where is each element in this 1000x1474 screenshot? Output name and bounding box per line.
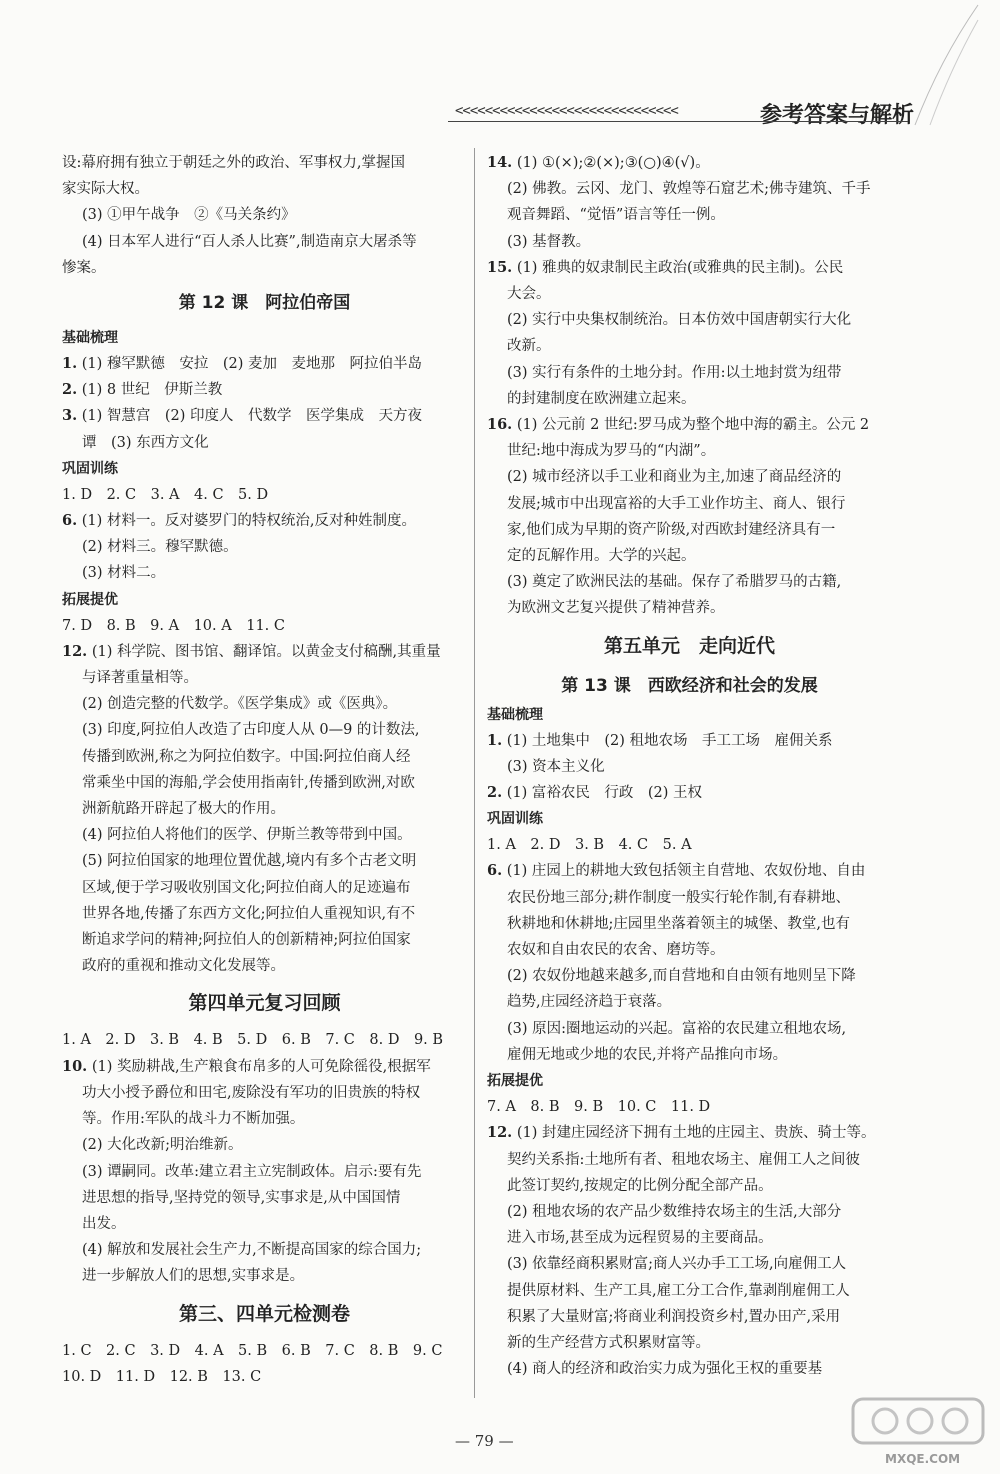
answer-line: 进入市场,甚至成为远程贸易的主要商品。 [507, 1230, 773, 1247]
question-number: 2. [62, 381, 78, 399]
answer-text: (1) 富裕农民 行政 (2) 王权 [506, 785, 703, 802]
answer-line [62, 403, 467, 429]
answer-line: 家,他们成为早期的资产阶级,对西欧封建经济具有一 [507, 521, 836, 538]
answer-line: 与译著重量相等。 [82, 670, 198, 687]
answer-line: 为欧洲文艺复兴提供了精神营养。 [507, 600, 725, 617]
page-number: — 79 — [455, 1432, 514, 1450]
answer-line: 大会。 [507, 286, 551, 303]
answer-text: (1) 庄园上的耕地大致包括领主自营地、农奴份地、自由 [506, 863, 866, 880]
answer-line: 趋势,庄园经济趋于衰落。 [507, 994, 672, 1011]
answer-line: 农奴和自由农民的农舍、磨坊等。 [507, 942, 725, 959]
answer-line: (3) 奠定了欧洲民法的基础。保存了希腊罗马的古籍, [507, 574, 842, 591]
question-number: 3. [62, 407, 78, 425]
text-line: 家实际大权。 [62, 181, 149, 198]
answer-line [62, 1054, 467, 1080]
watermark-logo [845, 1395, 995, 1470]
answer-text: (1) 公元前 2 世纪:罗马成为整个地中海的霸主。公元 2 [516, 417, 870, 434]
answer-line [487, 858, 892, 884]
answer-line: (3) 资本主义化 [507, 758, 605, 775]
section-basic: 基础梳理 [62, 330, 118, 347]
lesson-13-title: 第 13 课 西欧经济和社会的发展 [561, 675, 818, 696]
question-number: 16. [487, 416, 513, 434]
answer-line: 观音舞蹈、“觉悟”语言等任一例。 [507, 207, 725, 224]
section-consolidate: 巩固训练 [487, 811, 543, 828]
answer-line [487, 728, 892, 754]
answer-line: 发展;城市中出现富裕的大手工业作坊主、商人、银行 [507, 495, 846, 512]
answer-line: (2) 租地农场的农产品少数维持农场主的生活,大部分 [507, 1203, 842, 1220]
answer-line: 政府的重视和推动文化发展等。 [82, 958, 285, 975]
answer-line: 7. A 8. B 9. B 10. C 11. D [487, 1099, 711, 1116]
answer-line: 1. D 2. C 3. A 4. C 5. D [62, 486, 269, 503]
text-line: 惨案。 [62, 259, 106, 276]
answer-line: 功大小授予爵位和田宅,废除没有军功的旧贵族的特权 [82, 1084, 421, 1101]
answer-line: (3) 印度,阿拉伯人改造了古印度人从 0—9 的计数法, [82, 722, 420, 739]
question-number: 12. [62, 642, 88, 660]
header-rule [448, 121, 908, 122]
answer-text: (1) ①(×);②(×);③(○)④(√)。 [516, 155, 710, 171]
page-corner-decoration [910, 0, 980, 130]
answer-text: (1) 科学院、图书馆、翻译馆。以黄金支付稿酬,其重量 [91, 643, 441, 660]
answer-line: 改新。 [507, 338, 551, 355]
answer-line: (4) 商人的经济和政治实力成为强化王权的重要基 [507, 1361, 823, 1378]
answer-line: (4) 解放和发展社会生产力,不断提高国家的综合国力; [82, 1242, 422, 1259]
watermark-text: MXQE.COM [885, 1452, 961, 1466]
question-number: 10. [62, 1057, 88, 1075]
answer-line: (2) 大化改新;明治维新。 [82, 1137, 243, 1154]
answer-line: (2) 农奴份地越来越多,而自营地和自由领有地则呈下降 [507, 968, 856, 985]
answer-line: 提供原材料、生产工具,雇工分工合作,靠剥削雇佣工人 [507, 1282, 850, 1299]
question-number: 15. [487, 258, 513, 276]
right-column [487, 150, 892, 1382]
answer-line: 积累了大量财富;将商业利润投资乡村,置办田产,采用 [507, 1308, 841, 1325]
answer-line: 进思想的指导,坚持党的领导,实事求是,从中国国情 [82, 1189, 401, 1206]
answer-text: (1) 材料一。反对婆罗门的特权统治,反对种姓制度。 [81, 513, 417, 530]
answer-line [62, 377, 467, 403]
answer-line: 区域,便于学习吸收别国文化;阿拉伯商人的足迹遍布 [82, 879, 411, 896]
section-basic: 基础梳理 [487, 706, 543, 723]
question-number: 14. [487, 154, 513, 171]
lesson-12-title: 第 12 课 阿拉伯帝国 [178, 293, 351, 314]
answer-text: (1) 智慧宫 (2) 印度人 代数学 医学集成 天方夜 [81, 408, 423, 425]
question-number: 6. [487, 862, 503, 880]
answer-line: (2) 佛教。云冈、龙门、敦煌等石窟艺术;佛寺建筑、千手 [507, 181, 871, 198]
text-line: 设:幕府拥有独立于朝廷之外的政治、军事权力,掌握国 [62, 155, 405, 171]
answer-text: (1) 雅典的奴隶制民主政治(或雅典的民主制)。公民 [516, 259, 844, 276]
answer-line: 1. C 2. C 3. D 4. A 5. B 6. B 7. C 8. B 9. C [62, 1342, 443, 1359]
answer-line: 的封建制度在欧洲建立起来。 [507, 390, 696, 407]
question-number: 1. [487, 731, 503, 749]
section-extend: 拓展提优 [62, 591, 118, 608]
answer-line: 农民份地三部分;耕作制度一般实行轮作制,有春耕地、 [507, 889, 850, 906]
answer-line: 雇佣无地或少地的农民,并将产品推向市场。 [507, 1046, 788, 1063]
answer-line: (2) 创造完整的代数学。《医学集成》或《医典》。 [82, 696, 398, 713]
answer-line: 1. A 2. D 3. B 4. B 5. D 6. B 7. C 8. D 9. B [62, 1032, 444, 1049]
answer-line: 此签订契约,按规定的比例分配全部产品。 [507, 1177, 773, 1194]
answer-line: (3) 实行有条件的土地分封。作用:以土地封赏为纽带 [507, 364, 842, 381]
column-divider [474, 148, 475, 1398]
answer-text: (1) 封建庄园经济下拥有土地的庄园主、贵族、骑士等。 [516, 1125, 876, 1142]
answer-line: (5) 阿拉伯国家的地理位置优越,境内有多个古老文明 [82, 853, 417, 870]
answer-line [487, 780, 892, 806]
question-number: 12. [487, 1124, 513, 1142]
answer-text: (1) 奖励耕战,生产粮食布帛多的人可免除徭役,根据军 [91, 1058, 431, 1075]
answer-text: (1) 土地集中 (2) 租地农场 手工工场 雇佣关系 [506, 732, 833, 749]
answer-line: 传播到欧洲,称之为阿拉伯数字。中国:阿拉伯商人经 [82, 748, 411, 765]
question-number: 2. [487, 784, 503, 802]
answer-line: 新的生产经营方式积累财富等。 [507, 1334, 710, 1351]
text-line: (4) 日本军人进行“百人杀人比赛”,制造南京大屠杀等 [82, 233, 417, 250]
answer-line: 谭 (3) 东西方文化 [82, 434, 209, 451]
answer-line: 1. A 2. D 3. B 4. C 5. A [487, 837, 692, 854]
answer-line: 洲新航路开辟起了极大的作用。 [82, 801, 285, 818]
section-consolidate: 巩固训练 [62, 460, 118, 477]
unit-3-4-test-title: 第三、四单元检测卷 [178, 1302, 350, 1325]
answer-line [62, 508, 467, 534]
unit-5-title: 第五单元 走向近代 [603, 634, 775, 657]
answer-line: 定的瓦解作用。大学的兴起。 [507, 548, 696, 565]
answer-line [487, 255, 892, 281]
answer-line [487, 412, 892, 438]
left-column [62, 150, 467, 1390]
answer-line [62, 351, 467, 377]
answer-line: (3) 依靠经商积累财富;商人兴办手工工场,向雇佣工人 [507, 1256, 847, 1273]
answer-line: (3) 谭嗣同。改革:建立君主立宪制政体。启示:要有先 [82, 1163, 422, 1180]
answer-line: 秋耕地和休耕地;庄园里坐落着领主的城堡、教堂,也有 [507, 915, 850, 932]
answer-line: (2) 城市经济以手工业和商业为主,加速了商品经济的 [507, 469, 842, 486]
answer-line: 契约关系指:土地所有者、租地农场主、雇佣工人之间彼 [507, 1151, 860, 1168]
answer-line: (3) 基督教。 [507, 233, 591, 250]
header-arrows: <<<<<<<<<<<<<<<<<<<<<<<<<<<<<< [455, 103, 678, 119]
answer-line: 世纪:地中海成为罗马的“内湖”。 [507, 443, 716, 460]
text-line: (3) ①甲午战争 ②《马关条约》 [82, 207, 296, 224]
answer-line: 等。作用:军队的战斗力不断加强。 [82, 1111, 305, 1128]
answer-line: 世界各地,传播了东西方文化;阿拉伯人重视知识,有不 [82, 905, 416, 922]
question-number: 6. [62, 512, 78, 530]
answer-line: 10. D 11. D 12. B 13. C [62, 1368, 262, 1385]
answer-line: (2) 实行中央集权制统治。日本仿效中国唐朝实行大化 [507, 312, 852, 329]
answer-line: 断追求学问的精神;阿拉伯人的创新精神;阿拉伯国家 [82, 932, 411, 949]
answer-line: 出发。 [82, 1215, 126, 1232]
answer-line: (3) 材料二。 [82, 565, 166, 582]
answer-text: (1) 穆罕默德 安拉 (2) 麦加 麦地那 阿拉伯半岛 [81, 356, 423, 373]
answer-line [487, 150, 892, 176]
unit-4-review-title: 第四单元复习回顾 [188, 992, 341, 1015]
answer-line: 7. D 8. B 9. A 10. A 11. C [62, 617, 285, 634]
answer-line [62, 639, 467, 665]
answer-line [487, 1120, 892, 1146]
section-extend: 拓展提优 [487, 1073, 543, 1090]
answer-line: (2) 材料三。穆罕默德。 [82, 539, 238, 556]
answer-line: 进一步解放人们的思想,实事求是。 [82, 1268, 305, 1285]
answer-line: 常乘坐中国的海船,学会使用指南针,传播到欧洲,对欧 [82, 774, 415, 791]
answer-text: (1) 8 世纪 伊斯兰教 [81, 382, 223, 399]
question-number: 1. [62, 355, 78, 373]
header-title: 参考答案与解析 [760, 103, 915, 128]
answer-line: (4) 阿拉伯人将他们的医学、伊斯兰教等带到中国。 [82, 827, 412, 844]
answer-line: (3) 原因:圈地运动的兴起。富裕的农民建立租地农场, [507, 1020, 847, 1037]
